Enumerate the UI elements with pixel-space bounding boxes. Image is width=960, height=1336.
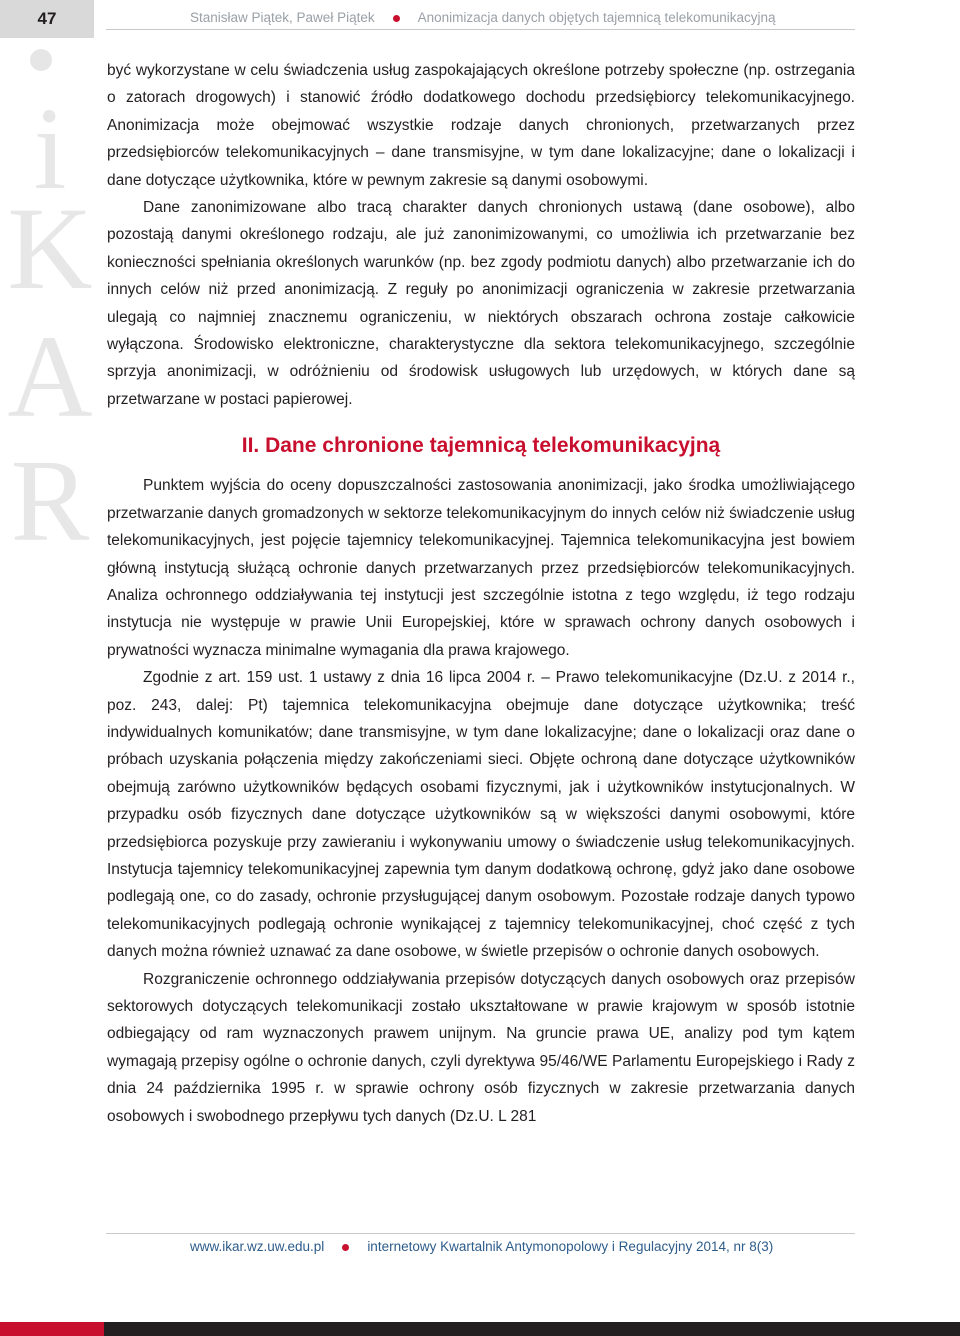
footer-separator-dot: [342, 1244, 349, 1251]
body-paragraph: Rozgraniczenie ochronnego oddziaływania przepisów dotyczących danych osobowych oraz przepisów sektorowych dotyczących telekomunikacji zostało ukształtowane w prawie krajowym w sposób istotnie odbiegający od ram wyznaczonych prawem unijnym. Na gruncie prawa UE, analizy pod tym kątem wymagają przepisy ogólne o ochronie danych, czyli dyrektywa 95/46/WE Parlamentu Europejskiego i Rady z dnia 24 października 1995 r. w sprawie ochrony osób fizycznych w zakresie przetwarzania danych osobowych i swobodnego przepływu tych danych (Dz.U. L 281: [107, 970, 855, 1125]
article-body: [107, 57, 855, 1130]
footer-rule: [106, 1233, 855, 1234]
brand-letter-i: i: [33, 83, 67, 214]
brand-letter-k: K: [7, 183, 93, 314]
body-paragraph: być wykorzystane w celu świadczenia usług zaspokajających określone potrzeby społeczne (np. ostrzegania o zatorach drogowych) i stanowić źródło dodatkowego dochodu przedsiębiorcy telekomunikacyjnego. Anonimizacja może obejmować wszystkie rodzaje danych chronionych, przetwarzanych przez przedsiębiorców telekomunikacyjnych – dane transmisyjne, w tym dane lokalizacyjne; dane o lokalizacji i dane dotyczące użytkownika, które w pewnym zakresie są danymi osobowymi.: [107, 62, 855, 189]
brand-letter-r: R: [10, 435, 90, 566]
bottom-bar: [0, 1322, 960, 1336]
header-title: Anonimizacja danych objętych tajemnicą telekomunikacyjną: [417, 10, 776, 25]
footer-journal: internetowy Kwartalnik Antymonopolowy i Regulacyjny 2014, nr 8(3): [367, 1239, 774, 1254]
body-paragraph: Punktem wyjścia do oceny dopuszczalności zastosowania anonimizacji, jako środka umożliwiającego przetwarzanie danych gromadzonych w sektorze telekomunikacyjnym do innych celów niż świadczenie usług telekomunikacyjnych, jest pojęcie tajemnicy telekomunikacyjnej. Tajemnica telekomunikacyjna jest bowiem główną instytucją służącą ochronie danych przetwarzanych przez przedsiębiorców telekomunikacyjnych. Analiza ochronnego oddziaływania tej instytucji jest szczególnie istotna z tego względu, iż tego rodzaju instytucja nie występuje w prawie Unii Europejskiej, które w sprawach ochrony danych osobowych i prywatności wyznacza minimalne wymagania dla prawa krajowego.: [107, 477, 855, 659]
bottom-bar-accent: [0, 1322, 104, 1336]
header-separator-dot: [393, 15, 400, 22]
footer-url[interactable]: www.ikar.wz.uw.edu.pl: [190, 1239, 325, 1254]
brand-letter-a: A: [7, 311, 93, 442]
running-footer: [190, 1239, 858, 1254]
brand-dot-icon: [30, 49, 52, 71]
running-header: [190, 10, 858, 25]
body-paragraph: Zgodnie z art. 159 ust. 1 ustawy z dnia 16 lipca 2004 r. – Prawo telekomunikacyjne (Dz.U. z 2014 r., poz. 243, dalej: Pt) tajemnica telekomunikacyjna obejmuje dane dotyczące użytkownika; treść indywidualnych komunikatów; dane transmisyjne, w tym dane lokalizacyjne; dane o lokalizacji oraz dane o próbach uzyskania połączenia między zakończeniami sieci. Objęte ochroną dane dotyczące użytkowników obejmują zarówno użytkowników będących osobami fizycznymi, jak i użytkowników instytucjonalnych. W przypadku osób fizycznych dane dotyczące użytkowników są w większości danymi osobowymi, które przedsiębiorca pozyskuje przy zawieraniu i wykonywaniu umowy o świadczenie usług telekomunikacyjnych. Instytucja tajemnicy telekomunikacyjnej zapewnia tym danym dodatkową ochronę, gdyż jako dane osobowe podlegają one, co do zasady, ochronie przysługującej danym osobowym. Pozostałe rodzaje danych typowo telekomunikacyjnych podlegają ochronie wynikającej z tajemnicy telekomunikacyjnej, choć część z tych danych można również uznawać za dane osobowe, w świetle przepisów o ochronie danych osobowych.: [107, 669, 855, 961]
page-number: 47: [0, 0, 94, 38]
body-paragraph: Dane zanonimizowane albo tracą charakter danych chronionych ustawą (dane osobowe), albo pozostają danymi określonego rodzaju, ale już zanonimizowanymi, co umożliwia ich przetwarzanie bez konieczności spełniania określonych warunków (np. bez zgody podmiotu danych) albo przetwarzanie ich do innych celów niż przed anonimizacją. Z reguły po anonimizacji ograniczenia w zakresie przetwarzania ulegają co najmniej znacznemu ograniczeniu, w niektórych obszarach ochrona zostaje całkowicie wyłączona. Środowisko elektroniczne, charakterystyczne dla sektora telekomunikacyjnego, szczególnie sprzyja anonimizacji, w odróżnieniu od środowisk usługowych lub urzędowych, w których dane są przetwarzane w postaci papierowej.: [107, 199, 855, 408]
header-rule: [106, 29, 855, 30]
section-heading: II. Dane chronione tajemnicą telekomunikacyjną: [241, 434, 721, 458]
header-authors: Stanisław Piątek, Paweł Piątek: [190, 10, 375, 25]
